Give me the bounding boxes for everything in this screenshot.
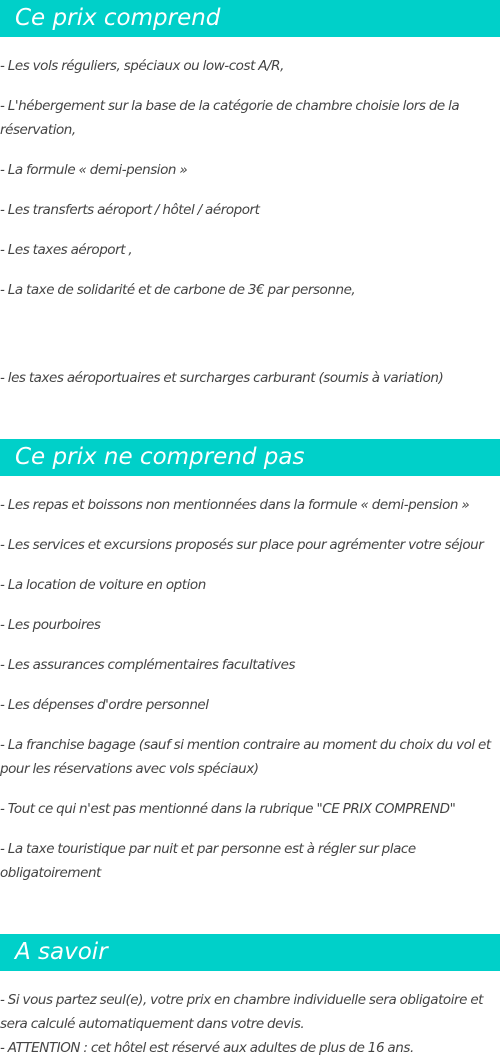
included-item-airport-taxes: - Les taxes aéroport , — [0, 242, 133, 258]
included-item-flights: - Les vols réguliers, spéciaux ou low-cost A/R, — [0, 58, 284, 74]
excluded-item-tourist-tax: - La taxe touristique par nuit et par personne est à régler sur place obligatoirement — [0, 841, 416, 881]
included-item-solidarity-tax: - La taxe de solidarité et de carbone de 3€ par personne, — [0, 282, 356, 298]
excluded-item-tips: - Les pourboires — [0, 617, 101, 633]
info-item-single-supplement: - Si vous partez seul(e), votre prix en chambre individuelle sera obligatoire et sera calculé automatiquement dans votre devis. — [0, 992, 484, 1032]
included-item-half-board: - La formule « demi-pension » — [0, 162, 188, 178]
section-title-not-included: Ce prix ne comprend pas — [0, 439, 500, 476]
section-title-good-to-know: A savoir — [0, 934, 500, 971]
section-title-included: Ce prix comprend — [0, 0, 500, 37]
included-item-transfers: - Les transferts aéroport / hôtel / aéroport — [0, 202, 260, 218]
excluded-item-everything-else: - Tout ce qui n'est pas mentionné dans la rubrique "CE PRIX COMPREND" — [0, 801, 456, 817]
info-item-adults-only: - ATTENTION : cet hôtel est réservé aux adultes de plus de 16 ans. — [0, 1040, 414, 1056]
excluded-item-car-rental: - La location de voiture en option — [0, 577, 206, 593]
excluded-item-meals: - Les repas et boissons non mentionnées dans la formule « demi-pension » — [0, 497, 470, 513]
excluded-item-personal-expenses: - Les dépenses d'ordre personnel — [0, 697, 209, 713]
included-item-lodging: - L'hébergement sur la base de la catégorie de chambre choisie lors de la réservation, — [0, 98, 460, 138]
excluded-item-insurance: - Les assurances complémentaires facultatives — [0, 657, 296, 673]
excluded-item-excursions: - Les services et excursions proposés sur place pour agrémenter votre séjour — [0, 537, 484, 553]
excluded-item-baggage: - La franchise bagage (sauf si mention contraire au moment du choix du vol et pour les réservations avec vols spéciaux) — [0, 737, 491, 777]
included-item-fuel-surcharges: - les taxes aéroportuaires et surcharges carburant (soumis à variation) — [0, 370, 444, 386]
